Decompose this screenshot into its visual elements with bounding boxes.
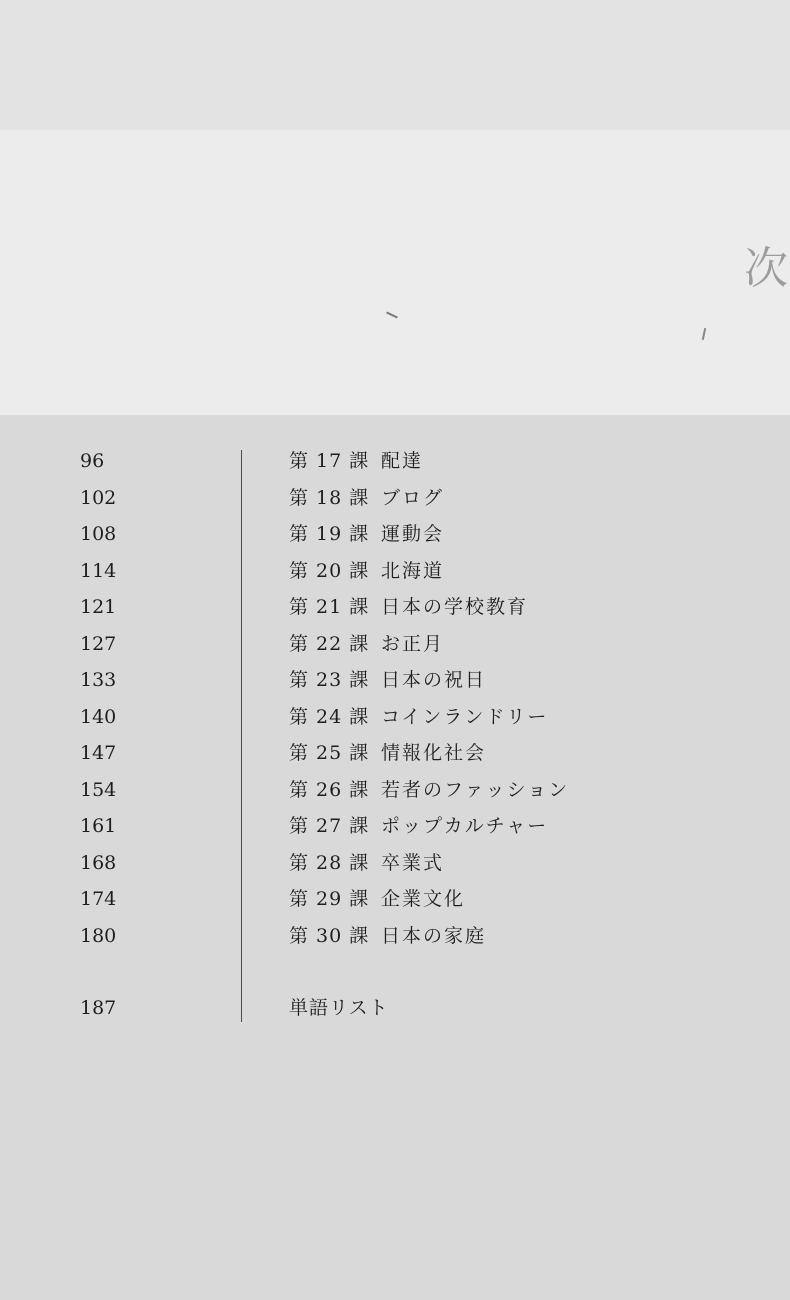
toc-row-lesson-30[interactable]: [0, 918, 790, 955]
toc-row-lesson-21[interactable]: [0, 589, 790, 626]
lesson-number: 第 30 課: [289, 924, 370, 947]
lesson-title: コインランドリー: [381, 705, 549, 728]
lesson-title: 日本の祝日: [381, 669, 487, 691]
page-number: 133: [80, 669, 117, 691]
page-number: 174: [80, 888, 117, 910]
background-middle-band: [0, 130, 790, 415]
lesson-title: 北海道: [381, 559, 445, 582]
toc-row-lesson-22[interactable]: [0, 626, 790, 663]
lesson-number: 第 21 課: [289, 596, 370, 618]
toc-row-lesson-20[interactable]: [0, 553, 790, 590]
lesson-number: 第 17 課: [289, 450, 370, 472]
page-number: 180: [80, 924, 117, 947]
toc-row-lesson-28[interactable]: [0, 845, 790, 882]
page-number: 108: [80, 523, 117, 545]
lesson-title: ブログ: [381, 486, 445, 509]
lesson-number: 第 19 課: [289, 523, 370, 545]
page-number: 102: [80, 486, 117, 509]
page-number: 147: [80, 742, 117, 764]
lesson-number: 第 23 課: [289, 669, 370, 691]
toc-row-lesson-25[interactable]: [0, 735, 790, 772]
toc-row-lesson-24[interactable]: [0, 699, 790, 736]
lesson-number: 第 29 課: [289, 888, 370, 910]
toc-row-lesson-23[interactable]: [0, 662, 790, 699]
background-top-band: [0, 0, 790, 130]
lesson-number: 第 22 課: [289, 632, 370, 655]
lesson-number: 第 18 課: [289, 486, 370, 509]
vocabulary-list-title: 単語リスト: [289, 997, 389, 1019]
table-of-contents: [0, 443, 790, 1027]
page-number: 127: [80, 632, 117, 655]
toc-row-lesson-26[interactable]: [0, 772, 790, 809]
toc-row-lesson-27[interactable]: [0, 808, 790, 845]
page-number: 168: [80, 851, 117, 874]
page-number: 96: [80, 450, 105, 472]
lesson-title: ポップカルチャー: [381, 815, 549, 837]
toc-row-vocabulary-list[interactable]: [0, 990, 790, 1027]
toc-row-lesson-18[interactable]: [0, 480, 790, 517]
lesson-title: お正月: [381, 632, 445, 655]
lesson-title: 若者のファッション: [381, 778, 570, 801]
page-number: 187: [80, 997, 117, 1019]
lesson-title: 情報化社会: [381, 742, 487, 764]
lesson-title: 卒業式: [381, 851, 445, 874]
lesson-number: 第 28 課: [289, 851, 370, 874]
toc-spacer: [0, 954, 790, 990]
lesson-title: 運動会: [381, 523, 445, 545]
page-number: 154: [80, 778, 117, 801]
lesson-title: 日本の家庭: [381, 924, 487, 947]
page-number: 114: [80, 559, 117, 582]
lesson-number: 第 26 課: [289, 778, 370, 801]
lesson-number: 第 24 課: [289, 705, 370, 728]
page-number: 140: [80, 705, 117, 728]
page-heading: 次: [744, 243, 790, 294]
toc-row-lesson-29[interactable]: [0, 881, 790, 918]
lesson-title: 企業文化: [381, 888, 466, 910]
lesson-number: 第 20 課: [289, 559, 370, 582]
lesson-number: 第 27 課: [289, 815, 370, 837]
page-number: 161: [80, 815, 117, 837]
lesson-title: 日本の学校教育: [381, 596, 529, 618]
toc-row-lesson-17[interactable]: [0, 443, 790, 480]
page-number: 121: [80, 596, 117, 618]
lesson-title: 配達: [381, 450, 424, 472]
lesson-number: 第 25 課: [289, 742, 370, 764]
toc-row-lesson-19[interactable]: [0, 516, 790, 553]
